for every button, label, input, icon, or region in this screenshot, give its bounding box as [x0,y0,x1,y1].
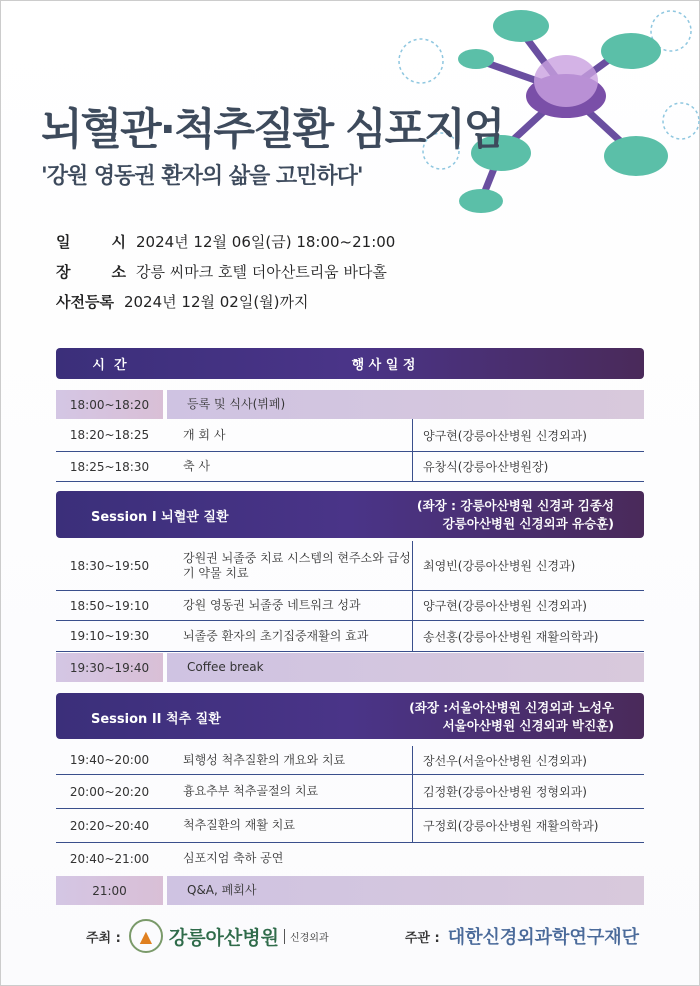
session-chairs [417,497,614,533]
session-chairs [409,699,614,735]
session-title: Session I 뇌혈관 질환 [91,510,229,525]
row-program: 축 사 [183,459,210,473]
info-registration [56,291,309,312]
footer [86,919,639,953]
schedule-row [56,419,644,452]
host-dept: 신경외과 [284,929,329,944]
row-time: 20:20~20:40 [69,818,150,833]
date-value: 2024년 12월 06일(금) 18:00~21:00 [136,233,396,251]
row-program: 뇌졸중 환자의 초기집중재활의 효과 [183,628,369,643]
row-program: 강원권 뇌졸중 치료 시스템의 현주소와 급성기 약물 치료 [183,550,411,580]
host-label: 주최 : [86,930,121,946]
schedule-row [56,775,644,809]
row-speaker: 구정회(강릉아산병원 재활의학과) [412,809,644,842]
schedule-row [56,541,644,591]
label: 사전등록 [56,293,114,311]
schedule-row [56,653,644,682]
row-time: 18:30~19:50 [69,558,150,573]
row-time: 21:00 [56,876,163,905]
schedule-row [56,876,644,905]
row-program: 퇴행성 척추질환의 개요와 치료 [183,752,346,767]
row-program: 개 회 사 [183,427,226,442]
row-speaker: 최영빈(강릉아산병원 신경과) [412,541,644,590]
label: 시 [111,233,126,251]
header-schedule: 행 사 일 정 [351,358,416,373]
session-2-header [56,693,644,739]
chair: (좌장 :서울아산병원 신경외과 노성우 [409,700,614,715]
row-time: 18:20~18:25 [69,428,150,442]
schedule-row [56,843,644,874]
subtitle: '강원 영동권 환자의 삶을 고민하다' [41,164,363,189]
page-title: 뇌혈관·척추질환 심포지엄 [41,105,504,155]
header-time: 시 간 [92,358,127,373]
row-speaker: 유창식(강릉아산병원장) [412,452,644,481]
row-program: 등록 및 식사(뷔페) [167,390,644,419]
schedule-row [56,621,644,652]
schedule-row [56,390,644,419]
venue-value: 강릉 씨마크 호텔 더아산트리움 바다홀 [136,263,387,281]
session-title: Session II 척추 질환 [91,712,221,727]
row-program: 강원 영동권 뇌졸중 네트워크 성과 [183,598,361,612]
label: 장 [56,263,71,281]
row-time: 18:00~18:20 [56,390,163,419]
chair: 서울아산병원 신경외과 박진훈) [442,718,614,733]
row-time: 19:40~20:00 [69,753,150,767]
schedule-row [56,452,644,482]
label: 소 [111,263,126,281]
row-time: 19:10~19:30 [69,629,150,643]
info-venue [56,261,387,282]
row-program: 심포지엄 축하 공연 [183,851,284,865]
row-program: Q&A, 폐회사 [167,876,644,905]
row-speaker: 송선홍(강릉아산병원 재활의학과) [412,621,644,651]
asan-foundation-logo: ▲ [129,919,163,953]
row-speaker: 양구현(강릉아산병원 신경외과) [412,419,644,451]
row-speaker: 김정환(강릉아산병원 정형외과) [412,775,644,808]
schedule-row [56,746,644,775]
row-time: 20:00~20:20 [69,784,150,799]
row-speaker: 양구현(강릉아산병원 신경외과) [412,591,644,620]
schedule-row [56,591,644,621]
row-time: 20:40~21:00 [69,851,150,866]
organizer-label: 주관 : [404,930,440,946]
row-time: 18:25~18:30 [69,459,150,474]
label: 일 [56,233,71,251]
table-header [56,348,644,379]
registration-value: 2024년 12월 02일(월)까지 [123,293,309,311]
chair: (좌장 : 강릉아산병원 신경과 김종성 [416,498,614,513]
organizer-name: 대한신경외과학연구재단 [447,927,639,948]
row-speaker: 장선우(서울아산병원 신경외과) [412,746,644,774]
session-1-header [56,491,644,538]
row-time: 19:30~19:40 [56,653,163,682]
row-time: 18:50~19:10 [69,598,150,613]
info-date [56,231,395,252]
chair: 강릉아산병원 신경외과 유승훈) [442,516,614,531]
row-program: 흉요추부 척추골절의 치료 [183,784,319,798]
schedule-row [56,809,644,843]
row-program: 척추질환의 재활 치료 [183,818,295,832]
host-name: 강릉아산병원 [168,926,279,949]
row-program: Coffee break [167,653,644,682]
